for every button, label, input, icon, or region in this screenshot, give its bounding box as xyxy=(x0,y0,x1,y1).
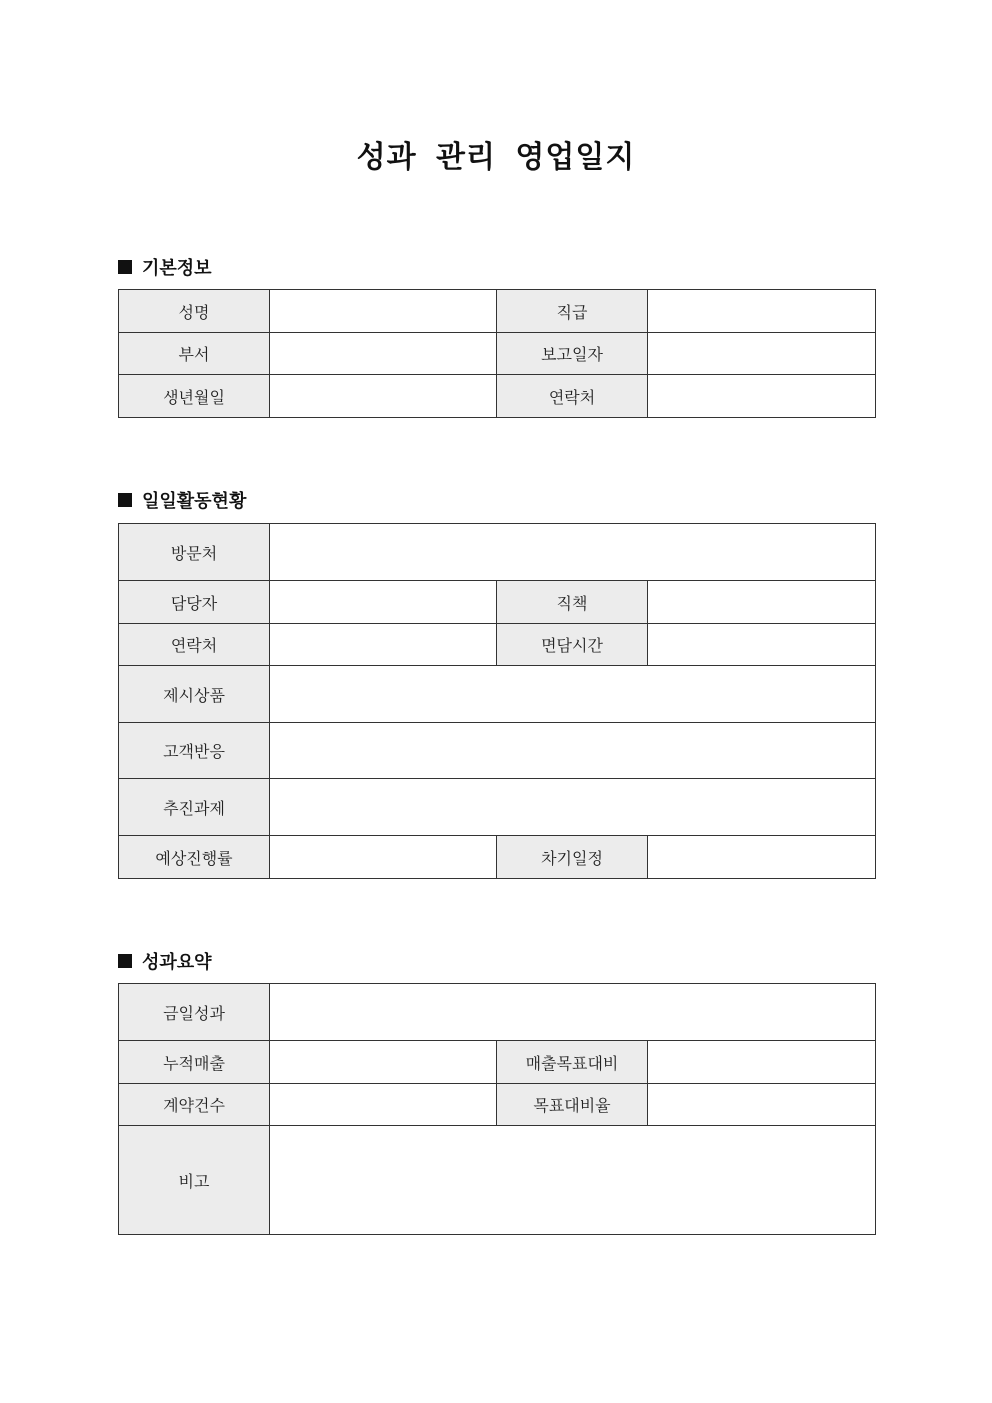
section-heading-basic xyxy=(118,254,212,280)
square-bullet-icon xyxy=(118,954,132,968)
contact-field[interactable] xyxy=(648,375,876,418)
progress-field[interactable] xyxy=(270,836,497,879)
table-row xyxy=(119,333,876,375)
today-label: 금일성과 xyxy=(119,984,270,1041)
section-heading-label: 기본정보 xyxy=(142,258,212,279)
square-bullet-icon xyxy=(118,493,132,507)
next-schedule-label: 차기일정 xyxy=(497,836,648,879)
duty-label: 직책 xyxy=(497,581,648,624)
table-row xyxy=(119,581,876,624)
table-row xyxy=(119,1126,876,1235)
table-row xyxy=(119,779,876,836)
birth-field[interactable] xyxy=(270,375,497,418)
contact-label: 연락처 xyxy=(497,375,648,418)
target-ratio-label: 매출목표대비 xyxy=(497,1041,648,1084)
meeting-time-field[interactable] xyxy=(648,624,876,666)
name-field[interactable] xyxy=(270,290,497,333)
name-label: 성명 xyxy=(119,290,270,333)
performance-summary-table xyxy=(118,983,876,1235)
contracts-label: 계약건수 xyxy=(119,1084,270,1126)
visit-field[interactable] xyxy=(270,524,876,581)
cumulative-label: 누적매출 xyxy=(119,1041,270,1084)
target-ratio-field[interactable] xyxy=(648,1041,876,1084)
position-field[interactable] xyxy=(648,290,876,333)
manager-label: 담당자 xyxy=(119,581,270,624)
section-heading-daily xyxy=(118,487,246,513)
contact-field[interactable] xyxy=(270,624,497,666)
product-field[interactable] xyxy=(270,666,876,723)
table-row xyxy=(119,723,876,779)
birth-label: 생년월일 xyxy=(119,375,270,418)
table-row xyxy=(119,984,876,1041)
remarks-label: 비고 xyxy=(119,1126,270,1235)
task-field[interactable] xyxy=(270,779,876,836)
task-label: 추진과제 xyxy=(119,779,270,836)
table-row xyxy=(119,1041,876,1084)
dept-label: 부서 xyxy=(119,333,270,375)
reaction-field[interactable] xyxy=(270,723,876,779)
manager-field[interactable] xyxy=(270,581,497,624)
section-heading-label: 성과요약 xyxy=(142,952,212,973)
square-bullet-icon xyxy=(118,260,132,274)
goal-ratio-label: 목표대비율 xyxy=(497,1084,648,1126)
table-row xyxy=(119,375,876,418)
table-row xyxy=(119,624,876,666)
goal-ratio-field[interactable] xyxy=(648,1084,876,1126)
reaction-label: 고객반응 xyxy=(119,723,270,779)
table-row xyxy=(119,1084,876,1126)
visit-label: 방문처 xyxy=(119,524,270,581)
dept-field[interactable] xyxy=(270,333,497,375)
progress-label: 예상진행률 xyxy=(119,836,270,879)
cumulative-field[interactable] xyxy=(270,1041,497,1084)
basic-info-table xyxy=(118,289,876,418)
daily-activity-table xyxy=(118,523,876,879)
position-label: 직급 xyxy=(497,290,648,333)
table-row xyxy=(119,836,876,879)
product-label: 제시상품 xyxy=(119,666,270,723)
report-date-field[interactable] xyxy=(648,333,876,375)
section-heading-summary xyxy=(118,948,212,974)
duty-field[interactable] xyxy=(648,581,876,624)
section-heading-label: 일일활동현황 xyxy=(142,491,247,512)
today-field[interactable] xyxy=(270,984,876,1041)
next-schedule-field[interactable] xyxy=(648,836,876,879)
remarks-field[interactable] xyxy=(270,1126,876,1235)
contact-label: 연락처 xyxy=(119,624,270,666)
table-row xyxy=(119,524,876,581)
contracts-field[interactable] xyxy=(270,1084,497,1126)
table-row xyxy=(119,666,876,723)
table-row xyxy=(119,290,876,333)
page-title: 성과 관리 영업일지 xyxy=(356,140,636,175)
report-date-label: 보고일자 xyxy=(497,333,648,375)
meeting-time-label: 면담시간 xyxy=(497,624,648,666)
